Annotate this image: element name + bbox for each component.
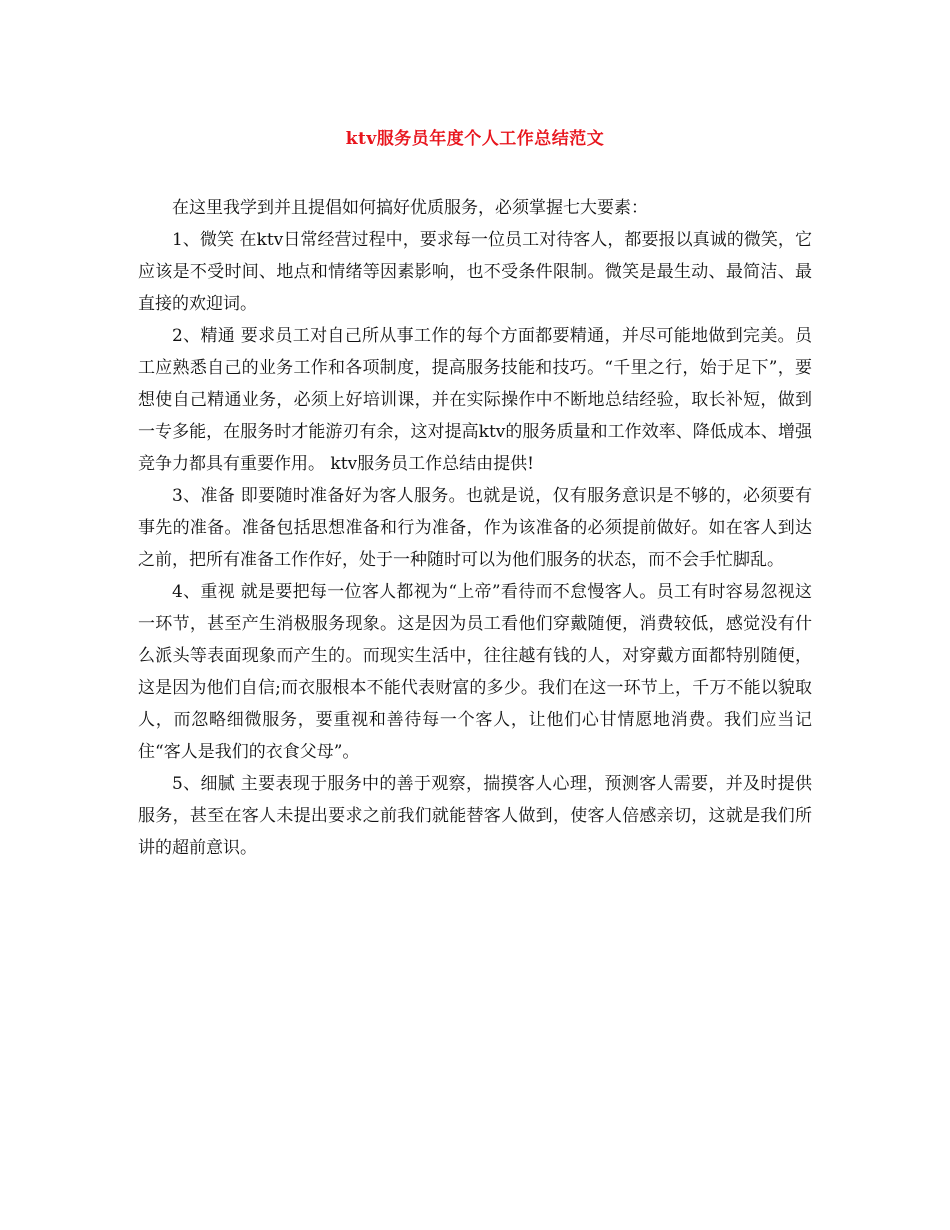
- paragraph-attentiveness: 5、细腻 主要表现于服务中的善于观察，揣摸客人心理，预测客人需要，并及时提供服务，甚至在客人未提出要求之前我们就能替客人做到，使客人倍感亲切，这就是我们所讲的超前意识。: [138, 774, 812, 858]
- paragraph-preparation: 3、准备 即要随时准备好为客人服务。也就是说，仅有服务意识是不够的，必须要有事先的准备。准备包括思想准备和行为准备，作为该准备的必须提前做好。如在客人到达之前，把所有准备工作作好，处于一种随时可以为他们服务的状态，而不会手忙脚乱。: [138, 486, 812, 570]
- document-title: ktv服务员年度个人工作总结范文: [345, 129, 605, 149]
- paragraph-intro: 在这里我学到并且提倡如何搞好优质服务，必须掌握七大要素：: [172, 198, 648, 218]
- paragraph-smile: 1、微笑 在ktv日常经营过程中，要求每一位员工对待客人，都要报以真诚的微笑，它应该是不受时间、地点和情绪等因素影响，也不受条件限制。微笑是最生动、最简洁、最直接的欢迎词。: [138, 230, 812, 314]
- paragraph-proficiency: 2、精通 要求员工对自己所从事工作的每个方面都要精通，并尽可能地做到完美。员工应熟悉自己的业务工作和各项制度，提高服务技能和技巧。“千里之行，始于足下”，要想使自己精通业务，必须上好培训课，并在实际操作中不断地总结经验，取长补短，做到一专多能，在服务时才能游刃有余，这对提高ktv的服务质量和工作效率、降低成本、增强竞争力都具有重要作用。 ktv服务员工作总结由提供!: [138, 326, 812, 474]
- paragraph-attention: 4、重视 就是要把每一位客人都视为“上帝”看待而不怠慢客人。员工有时容易忽视这一环节，甚至产生消极服务现象。这是因为员工看他们穿戴随便，消费较低，感觉没有什么派头等表面现象而产生的。而现实生活中，往往越有钱的人，对穿戴方面都特别随便，这是因为他们自信;而衣服根本不能代表财富的多少。我们在这一环节上，千万不能以貌取人，而忽略细微服务，要重视和善待每一个客人，让他们心甘情愿地消费。我们应当记住“客人是我们的衣食父母”。: [138, 582, 812, 762]
- document-body: [138, 192, 812, 864]
